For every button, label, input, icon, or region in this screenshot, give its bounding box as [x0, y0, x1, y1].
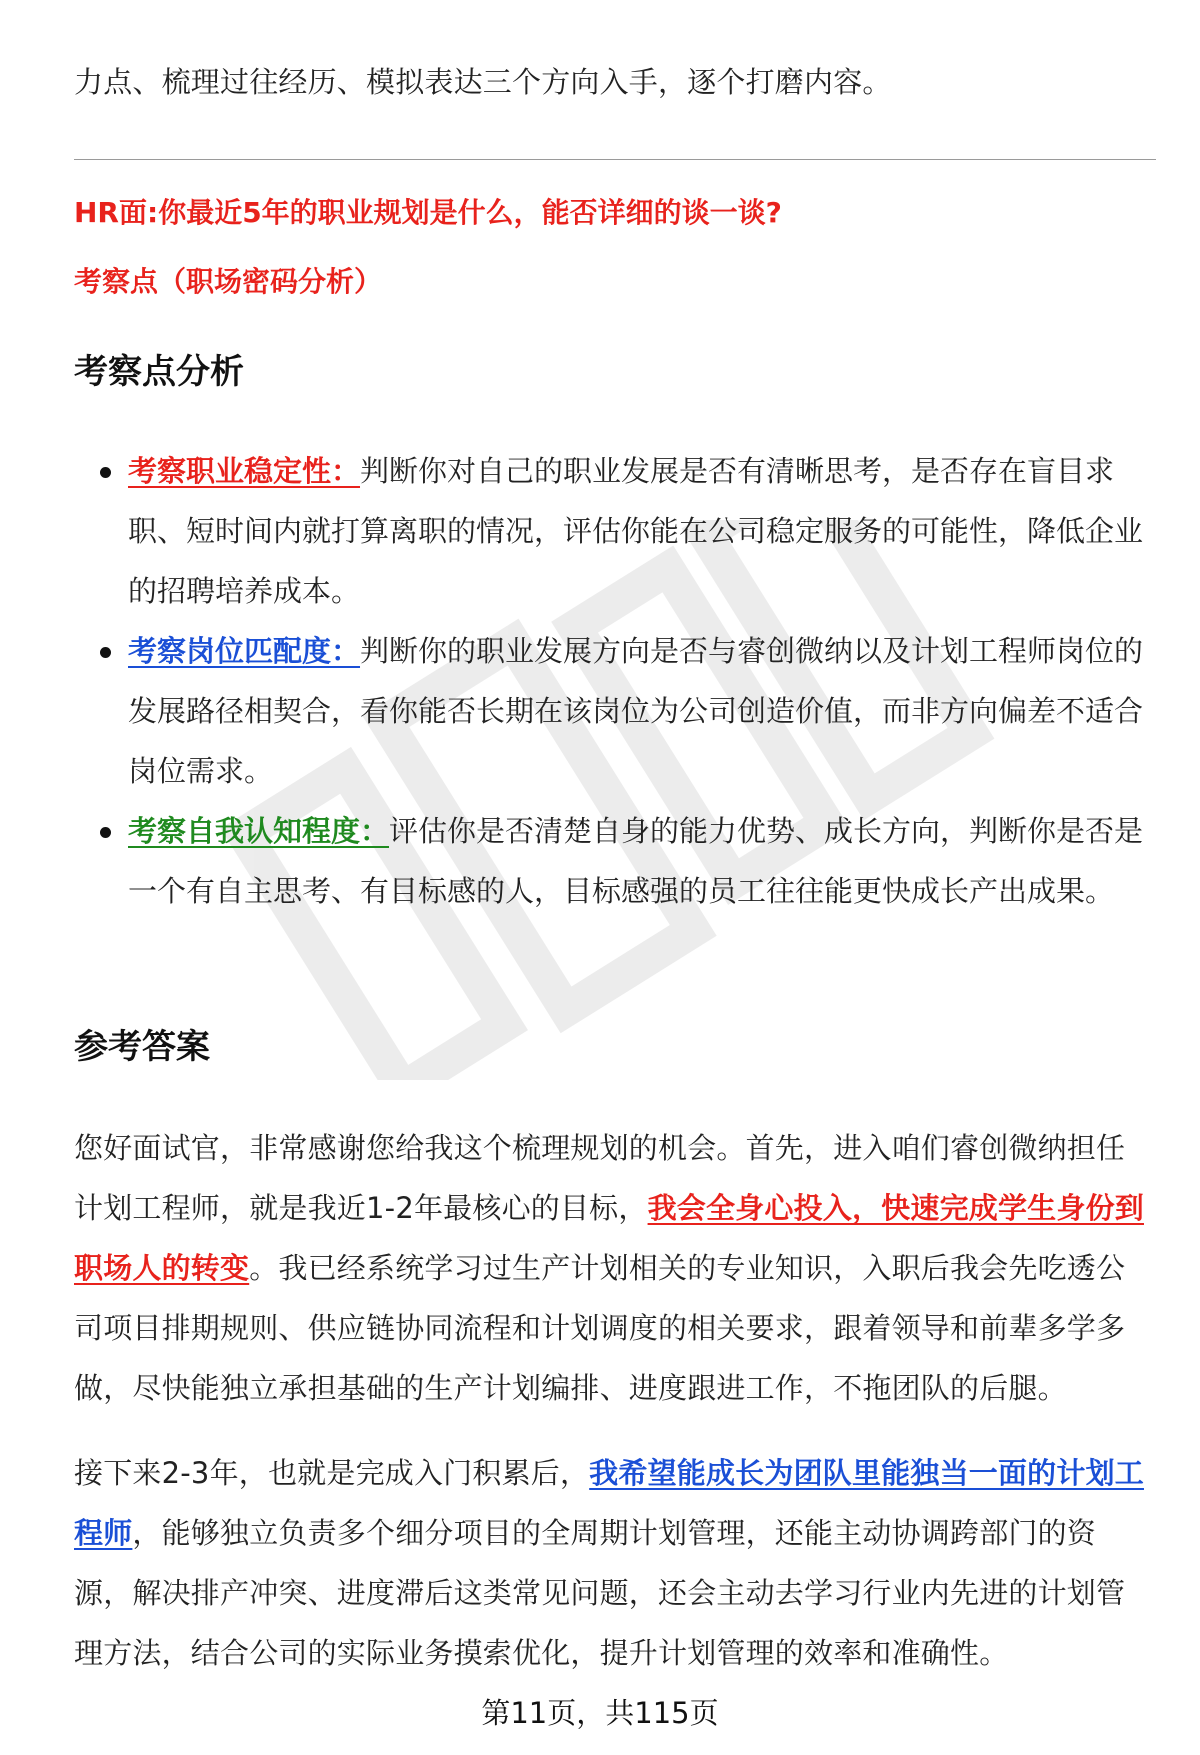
answer-text: 您好面试官，非常感谢您给我这个梳理规划的机会。首先，进入咱们睿创微纳担任计划工程师，就是我近1-2年最核心的目标， [74, 1131, 1126, 1225]
answer-text: 。我已经系统学习过生产计划相关的专业知识，入职后我会先吃透公司项目排期规则、供应链协同流程和计划调度的相关要求，跟着领导和前辈多学多做，尽快能独立承担基础的生产计划编排、进度跟进工作，不拖团队的后腿。 [74, 1251, 1126, 1405]
answer-highlight: 我希望能成长为团队里能独当一面的计划工程师 [74, 1456, 1144, 1550]
bullet-dot-icon [100, 647, 111, 658]
analysis-text: 判断你对自己的职业发展是否有清晰思考，是否存在盲目求职、短时间内就打算离职的情况，评估你能在公司稳定服务的可能性，降低企业的招聘培养成本。 [128, 454, 1144, 608]
answer-text: 接下来2-3年，也就是完成入门积累后， [74, 1456, 590, 1490]
page-number: 第11页，共115页 [481, 1696, 719, 1730]
analysis-heading: 考察点分析 [74, 352, 244, 392]
bullet-dot-icon [100, 827, 111, 838]
continuation-text: 力点、梳理过往经历、模拟表达三个方向入手，逐个打磨内容。 [74, 65, 892, 99]
continuation-paragraph [74, 52, 1148, 112]
analysis-keyword: 考察职业稳定性： [128, 454, 361, 488]
answer-paragraph-2 [74, 1443, 1148, 1683]
bullet-dot-icon [100, 467, 111, 478]
analysis-text: 评估你是否清楚自身的能力优势、成长方向，判断你是否是一个有自主思考、有目标感的人，目标感强的员工往往能更快成长产出成果。 [128, 814, 1144, 908]
answer-text: ，能够独立负责多个细分项目的全周期计划管理，还能主动协调跨部门的资源，解决排产冲突、进度滞后这类常见问题，还会主动去学习行业内先进的计划管理方法，结合公司的实际业务摸索优化，提升计划管理的效率和准确性。 [74, 1516, 1126, 1670]
question-subtitle: 考察点（职场密码分析） [74, 265, 383, 298]
answer-heading: 参考答案 [74, 1027, 210, 1067]
analysis-point-self-awareness [74, 801, 1148, 921]
analysis-keyword: 考察自我认知程度： [128, 814, 390, 848]
analysis-point-stability [74, 441, 1148, 621]
analysis-list [74, 441, 1148, 921]
answer-highlight: 我会全身心投入，快速完成学生身份到职场人的转变 [74, 1191, 1144, 1285]
analysis-text: 判断你的职业发展方向是否与睿创微纳以及计划工程师岗位的发展路径相契合，看你能否长期在该岗位为公司创造价值，而非方向偏差不适合岗位需求。 [128, 634, 1144, 788]
question-title: HR面:你最近5年的职业规划是什么，能否详细的谈一谈? [74, 196, 782, 229]
analysis-keyword: 考察岗位匹配度： [128, 634, 361, 668]
answer-paragraph-1 [74, 1118, 1148, 1418]
divider [74, 159, 1156, 160]
analysis-point-match [74, 621, 1148, 801]
